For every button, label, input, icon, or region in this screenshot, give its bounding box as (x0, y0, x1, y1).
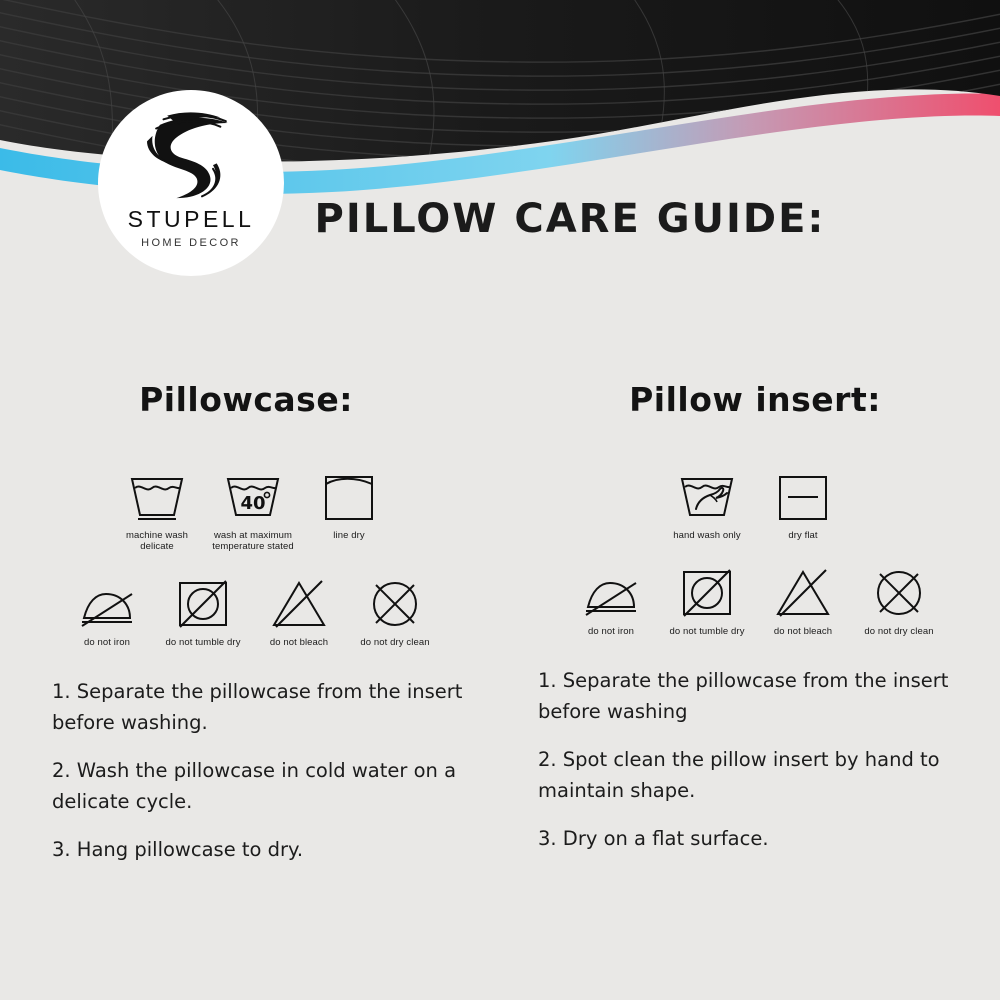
page-title: PILLOW CARE GUIDE: (314, 196, 826, 242)
icon-label: do not bleach (773, 626, 833, 637)
pillowcase-title: Pillowcase: (139, 380, 353, 419)
do-not-dry-clean-icon (868, 557, 930, 619)
icon-label: do not tumble dry (669, 626, 745, 637)
step-item: 1. Separate the pillowcase from the insert before washing (538, 669, 949, 723)
step-item: 2. Spot clean the pillow insert by hand to maintain shape. (538, 748, 940, 802)
brand-tagline: HOME DECOR (141, 237, 241, 249)
do-not-dry-clean-icon (364, 568, 426, 630)
icon-label: do not dry clean (864, 626, 934, 637)
dry-flat-icon (772, 461, 834, 523)
pillowcase-column (0, 380, 500, 882)
icon-cell-do-not-bleach (755, 557, 851, 637)
icon-label: wash at maximum temperature stated (212, 530, 294, 552)
brand-name: STUPELL (127, 206, 255, 232)
swoosh-logo-icon (136, 108, 246, 204)
icon-cell-do-not-iron (563, 557, 659, 637)
svg-text:40: 40 (240, 493, 266, 514)
icon-cell-wash-40 (205, 461, 301, 552)
care-columns (0, 380, 1000, 882)
pillow-insert-column (500, 380, 1000, 882)
pillowcase-icons-row-1 (6, 461, 500, 552)
icon-cell-dry-flat (755, 461, 851, 541)
do-not-tumble-dry-icon (172, 568, 234, 630)
step-item: 3. Dry on a flat surface. (538, 827, 769, 850)
icon-label: dry flat (788, 530, 818, 541)
icon-label: hand wash only (673, 530, 741, 541)
machine-wash-delicate-icon (126, 461, 188, 523)
icon-cell-line-dry (301, 461, 397, 541)
icon-label: do not dry clean (360, 637, 430, 648)
icon-cell-do-not-bleach (251, 568, 347, 648)
pillow-insert-icons-row-2 (510, 557, 1000, 637)
do-not-tumble-dry-icon (676, 557, 738, 619)
icon-cell-do-not-tumble-dry (659, 557, 755, 637)
hand-wash-only-icon (676, 461, 738, 523)
icon-cell-do-not-dry-clean (347, 568, 443, 648)
icon-cell-do-not-iron (59, 568, 155, 648)
do-not-iron-icon (580, 557, 642, 619)
step-item: 1. Separate the pillowcase from the insert before washing. (52, 680, 463, 734)
pillowcase-icons-row-2 (2, 568, 500, 648)
icon-cell-machine-wash-delicate (109, 461, 205, 552)
icon-label: do not bleach (269, 637, 329, 648)
wash-40-degrees-icon (222, 461, 284, 523)
icon-label: do not tumble dry (165, 637, 241, 648)
icon-cell-do-not-tumble-dry (155, 568, 251, 648)
icon-label: line dry (333, 530, 365, 541)
line-dry-icon (318, 461, 380, 523)
icon-cell-do-not-dry-clean (851, 557, 947, 637)
brand-logo-badge (98, 90, 284, 276)
do-not-bleach-icon (772, 557, 834, 619)
icon-label: do not iron (84, 637, 130, 648)
pillow-insert-steps (500, 665, 1000, 854)
icon-cell-hand-wash-only (659, 461, 755, 541)
pillowcase-steps (0, 676, 500, 865)
icon-label: do not iron (588, 626, 634, 637)
step-item: 3. Hang pillowcase to dry. (52, 838, 304, 861)
icon-label: machine wash delicate (126, 530, 188, 552)
pillow-insert-title: Pillow insert: (629, 380, 881, 419)
do-not-bleach-icon (268, 568, 330, 630)
pillow-insert-icons-row-1 (510, 461, 1000, 541)
do-not-iron-icon (76, 568, 138, 630)
step-item: 2. Wash the pillowcase in cold water on a delicate cycle. (52, 759, 457, 813)
